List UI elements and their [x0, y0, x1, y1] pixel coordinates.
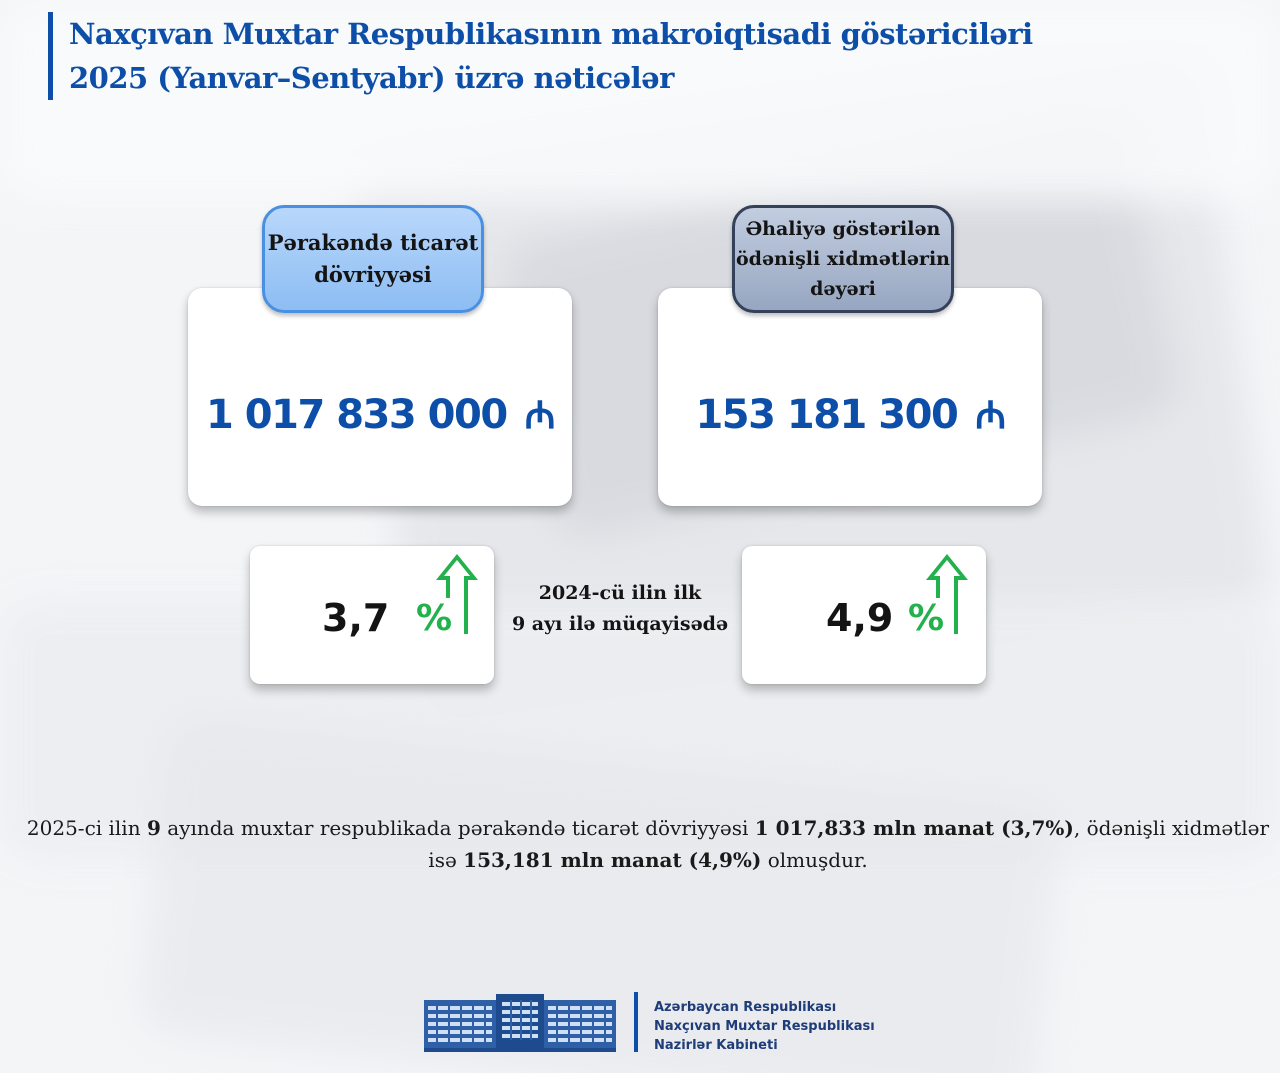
summary-bold: 1 017,833 mln manat (3,7%): [754, 816, 1074, 840]
footer: [424, 992, 884, 1058]
services-label-line-2: ödənişli xidmətlərin: [736, 248, 950, 270]
services-growth-card: [742, 546, 986, 684]
manat-currency-icon: ₼: [975, 393, 1005, 437]
org-line-2: Naxçıvan Muxtar Respublikası: [654, 1019, 875, 1034]
org-line-3: Nazirlər Kabineti: [654, 1038, 778, 1053]
comparison-line-2: 9 ayı ilə müqayisədə: [511, 613, 729, 635]
percent-sign: %: [908, 598, 945, 639]
retail-turnover-value: [188, 388, 572, 440]
summary-bold: 9: [146, 816, 161, 840]
title-line-1: Naxçıvan Muxtar Respublikasının makroiqtisadi göstəriciləri: [69, 17, 1033, 51]
summary-text: olmuşdur.: [761, 848, 868, 872]
paid-services-value: [658, 388, 1042, 440]
summary-text: 2025-ci ilin: [26, 816, 147, 840]
organization-name: [654, 998, 875, 1055]
comparison-line-1: 2024-cü ilin ilk: [538, 582, 702, 604]
summary-bold: 153,181 mln manat (4,9%): [463, 848, 762, 872]
page-title: [48, 12, 1033, 100]
services-growth-value: 4,9: [826, 596, 894, 640]
paid-services-label: [732, 205, 954, 313]
retail-turnover-card: [188, 288, 572, 506]
summary-text: , ödənişli xidmətlər isə: [428, 816, 1270, 872]
up-arrow-icon: [922, 550, 972, 638]
cabinet-building-icon: [424, 994, 616, 1054]
up-arrow-icon: [432, 550, 482, 638]
retail-label-line-2: dövriyyəsi: [314, 262, 432, 287]
retail-growth-card: [250, 546, 494, 684]
org-line-1: Azərbaycan Respublikası: [654, 1000, 837, 1015]
footer-divider: [634, 992, 638, 1052]
retail-amount: 1 017 833 000: [206, 392, 507, 438]
title-line-2: 2025 (Yanvar–Sentyabr) üzrə nəticələr: [69, 61, 674, 95]
summary-text: ayında muxtar respublikada pərakəndə ticarət dövriyyəsi: [160, 816, 755, 840]
manat-currency-icon: ₼: [524, 393, 554, 437]
services-label-line-1: Əhaliyə göstərilən: [745, 218, 941, 240]
retail-turnover-label: [262, 205, 484, 313]
retail-label-line-1: Pərakəndə ticarət: [267, 230, 479, 255]
paid-services-card: [658, 288, 1042, 506]
retail-growth-value: 3,7: [322, 596, 390, 640]
summary-paragraph: [20, 812, 1276, 876]
comparison-note: [500, 578, 740, 640]
services-label-line-3: dəyəri: [810, 278, 876, 300]
services-amount: 153 181 300: [695, 392, 958, 438]
percent-sign: %: [416, 598, 453, 639]
